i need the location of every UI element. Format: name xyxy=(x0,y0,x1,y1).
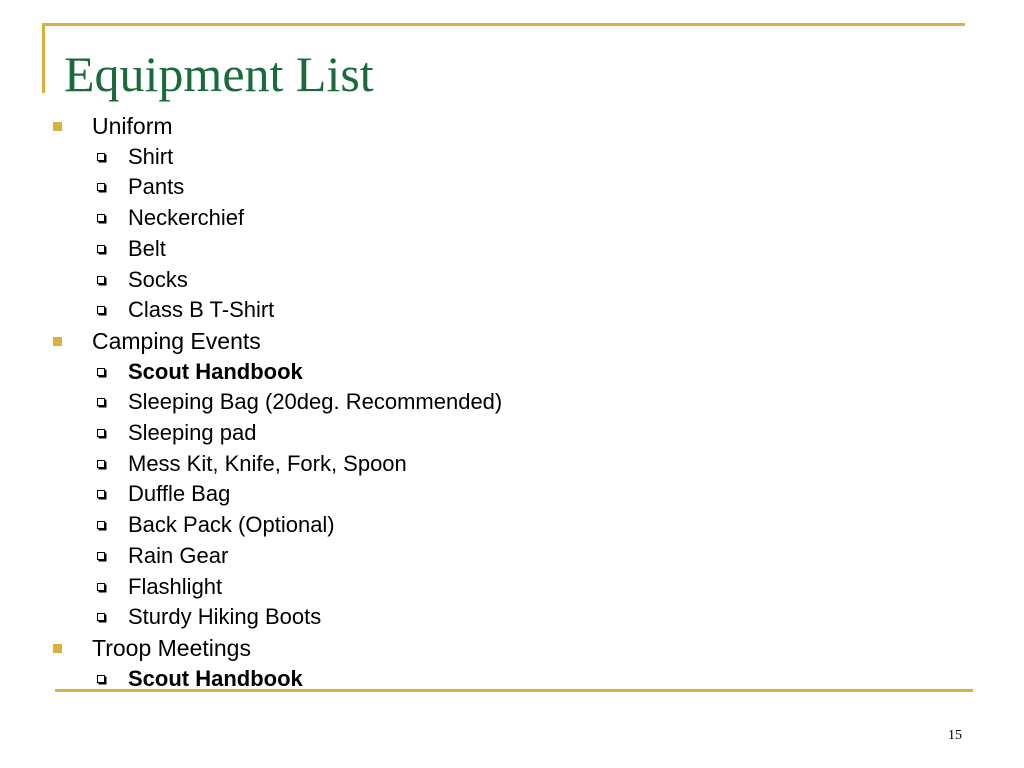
item-label: Rain Gear xyxy=(128,542,229,568)
hollow-square-bullet-icon xyxy=(97,368,105,376)
list-item xyxy=(0,449,1024,480)
list-item xyxy=(0,142,1024,173)
item-label: Class B T-Shirt xyxy=(128,297,275,323)
list-item xyxy=(0,265,1024,296)
hollow-square-bullet-icon xyxy=(97,214,105,222)
list-item xyxy=(0,111,1024,142)
hollow-square-bullet-icon xyxy=(97,153,105,161)
section-label: Camping Events xyxy=(92,327,261,354)
hollow-square-bullet-icon xyxy=(97,306,105,314)
square-bullet-icon xyxy=(53,644,62,653)
square-bullet-icon xyxy=(53,337,62,346)
section-label: Troop Meetings xyxy=(92,634,251,661)
hollow-square-bullet-icon xyxy=(97,490,105,498)
list-item xyxy=(0,479,1024,510)
section-label: Uniform xyxy=(92,113,173,139)
item-label: Pants xyxy=(128,174,185,200)
item-label: Flashlight xyxy=(128,573,223,599)
hollow-square-bullet-icon xyxy=(97,398,105,406)
hollow-square-bullet-icon xyxy=(97,245,105,253)
item-label: Shirt xyxy=(128,143,174,169)
item-label: Back Pack (Optional) xyxy=(128,512,335,538)
frame-left-rule xyxy=(42,23,45,93)
hollow-square-bullet-icon xyxy=(97,460,105,468)
page-number: 15 xyxy=(948,728,962,743)
list-item xyxy=(0,203,1024,234)
item-label: Sleeping pad xyxy=(128,420,257,446)
list-item xyxy=(0,295,1024,326)
item-label: Neckerchief xyxy=(128,205,245,231)
item-label: Belt xyxy=(128,235,166,261)
item-label: Duffle Bag xyxy=(128,481,231,507)
hollow-square-bullet-icon xyxy=(97,583,105,591)
item-label: Scout Handbook xyxy=(128,665,303,691)
hollow-square-bullet-icon xyxy=(97,429,105,437)
list-item xyxy=(0,664,1024,695)
item-label: Mess Kit, Knife, Fork, Spoon xyxy=(128,450,407,476)
list-item xyxy=(0,387,1024,418)
section-camping-events xyxy=(0,326,1024,633)
section-troop-meetings xyxy=(0,633,1024,694)
hollow-square-bullet-icon xyxy=(97,276,105,284)
list-item xyxy=(0,633,1024,664)
list-item xyxy=(0,418,1024,449)
hollow-square-bullet-icon xyxy=(97,613,105,621)
square-bullet-icon xyxy=(53,122,62,131)
hollow-square-bullet-icon xyxy=(97,183,105,191)
item-label: Scout Handbook xyxy=(128,358,303,384)
hollow-square-bullet-icon xyxy=(97,675,105,683)
list-item xyxy=(0,234,1024,265)
list-item xyxy=(0,541,1024,572)
hollow-square-bullet-icon xyxy=(97,521,105,529)
slide-title: Equipment List xyxy=(64,46,374,102)
section-uniform xyxy=(0,111,1024,326)
item-label: Sturdy Hiking Boots xyxy=(128,604,322,630)
item-label: Sleeping Bag (20deg. Recommended) xyxy=(128,389,503,415)
list-item xyxy=(0,572,1024,603)
list-item xyxy=(0,326,1024,357)
item-label: Socks xyxy=(128,266,188,292)
list-item xyxy=(0,602,1024,633)
list-item xyxy=(0,510,1024,541)
list-item xyxy=(0,357,1024,388)
hollow-square-bullet-icon xyxy=(97,552,105,560)
bullet-list xyxy=(0,111,1024,694)
list-item xyxy=(0,172,1024,203)
frame-top-rule xyxy=(42,23,965,26)
